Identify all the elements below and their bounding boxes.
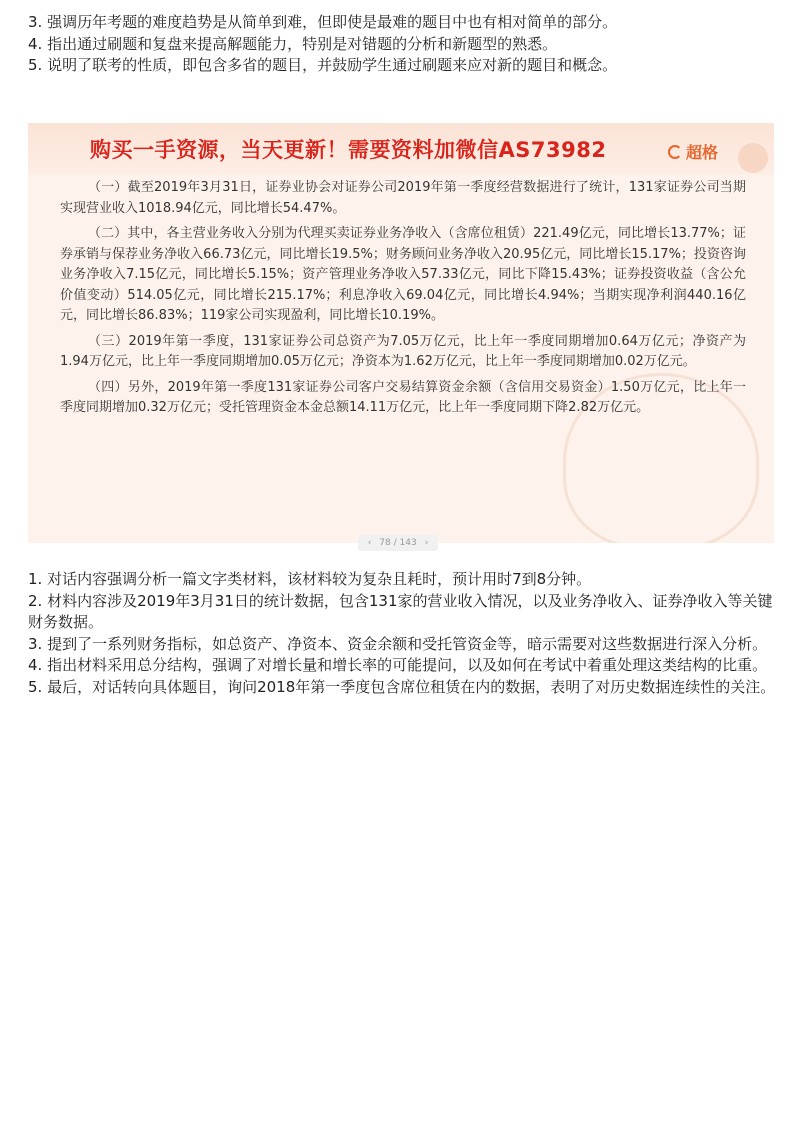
brand-logo (668, 140, 718, 163)
banner-text: 购买一手资源，当天更新！需要资料加微信AS73982 (90, 138, 607, 162)
prev-page-icon[interactable]: ‹ (367, 538, 372, 548)
top-list-item: 5. 说明了联考的性质，即包含多省的题目，并鼓励学生通过刷题来应对新的题目和概念。 (28, 56, 618, 74)
slide-paragraph: （四）另外，2019年第一季度131家证券公司客户交易结算资金余额（含信用交易资金）1.50万亿元，比上年一季度同期增加0.32万亿元；受托管理资金本金总额14.11万亿元，比上年一季度同期下降2.82万亿元。 (60, 379, 746, 415)
slide-paragraph: （一）截至2019年3月31日，证券业协会对证券公司2019年第一季度经营数据进行了统计，131家证券公司当期实现营业收入1018.94亿元，同比增长54.47%。 (60, 180, 746, 216)
bottom-list-item: 5. 最后，对话转向具体题目，询问2018年第一季度包含席位租赁在内的数据，表明了对历史数据连续性的关注。 (28, 677, 776, 696)
slide-image (28, 123, 774, 543)
slide-paragraph: （三）2019年第一季度，131家证券公司总资产为7.05万亿元，比上年一季度同期增加0.64万亿元；净资产为1.94万亿元，比上年一季度同期增加0.05万亿元；净资本为1.62万亿元，比上年一季度同期增加0.02万亿元。 (60, 333, 746, 369)
page-indicator (358, 535, 438, 551)
bottom-summary-list (28, 569, 778, 698)
bottom-list-item: 3. 提到了一系列财务指标，如总资产、净资本、资金余额和受托管资金等，暗示需要对这些数据进行深入分析。 (28, 634, 768, 653)
decorative-circle (738, 143, 768, 173)
top-list-item: 4. 指出通过刷题和复盘来提高解题能力，特别是对错题的分析和新题型的熟悉。 (28, 34, 558, 53)
bottom-list-item: 4. 指出材料采用总分结构，强调了对增长量和增长率的可能提问，以及如何在考试中着重处理这类结构的比重。 (28, 656, 768, 674)
top-summary-list (28, 12, 778, 77)
ad-banner (28, 123, 774, 175)
top-list-item: 3. 强调历年考题的难度趋势是从简单到难，但即使是最难的题目中也有相对简单的部分。 (28, 13, 618, 31)
logo-icon (668, 145, 682, 159)
bottom-list-item: 1. 对话内容强调分析一篇文字类材料，该材料较为复杂且耗时，预计用时7到8分钟。 (28, 570, 592, 588)
next-page-icon[interactable]: › (424, 538, 429, 548)
logo-text: 超格 (686, 143, 719, 162)
slide-paragraph: （二）其中，各主营业务收入分别为代理买卖证券业务净收入（含席位租赁）221.49亿元，同比增长13.77%；证券承销与保荐业务净收入66.73亿元，同比增长19.5%；财务顾问业务净收入20.95亿元，同比增长15.17%；投资咨询业务净收入7.15亿元，同比增长5.15%；资产管理业务净收入57.33亿元，同比下降15.43%；证券投资收益（含公允价值变动）514.05亿元，同比增长215.17%；利息净收入69.04亿元，同比增长4.94%；当期实现净利润440.16亿元，同比增长86.83%；119家公司实现盈利，同比增长10.19%。 (60, 226, 746, 323)
page-number: 78 / 143 (379, 538, 417, 548)
bottom-list-item: 2. 材料内容涉及2019年3月31日的统计数据，包含131家的营业收入情况，以及业务净收入、证券净收入等关键财务数据。 (28, 591, 773, 631)
slide-content (60, 178, 746, 424)
